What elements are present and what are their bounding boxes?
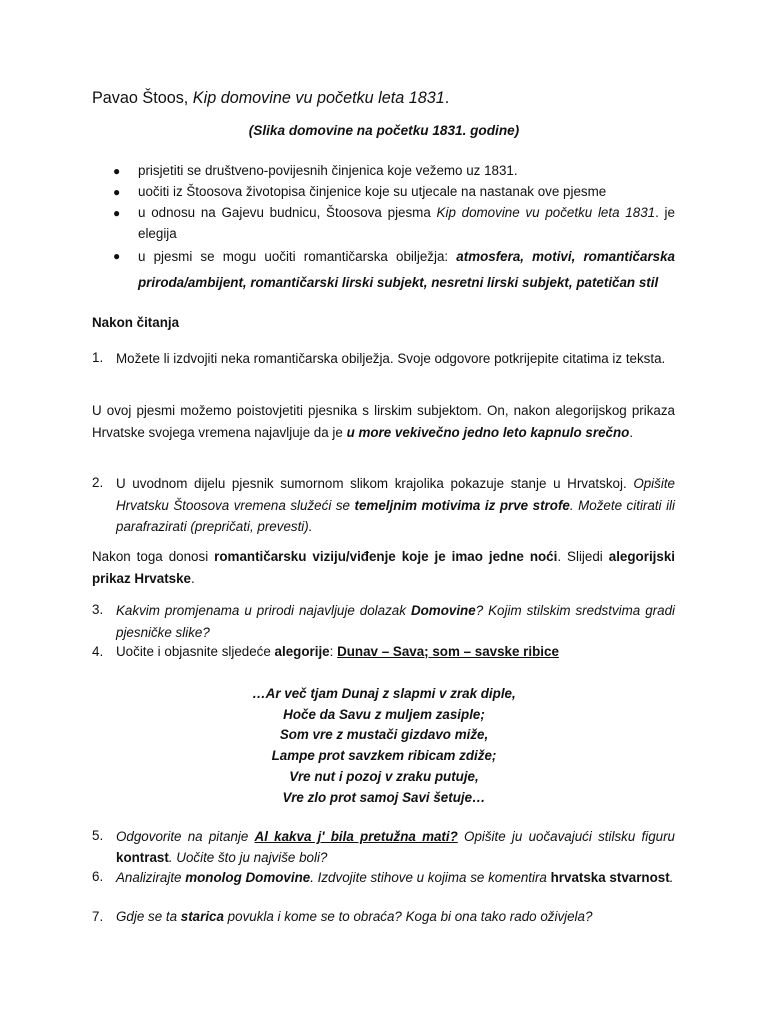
bullet-item-4: u pjesmi se mogu uočiti romantičarska obilježja: atmosfera, motivi, romantičarska priroda/ambijent, romantičarski lirski subjekt, nesretni lirski subjekt, patetičan stil [138, 249, 676, 290]
section-heading: Nakon čitanja [92, 315, 180, 330]
page-title [92, 86, 449, 110]
question-5: Odgovorite na pitanje Al kakva j' bila pretužna mati? Opišite ju uočavajući stilsku figuru kontrast. Uočite što ju najviše boli? [116, 829, 675, 865]
question-1: Možete li izdvojiti neka romantičarska obilježja. Svoje odgovore potkrijepite citatima iz teksta. [116, 351, 666, 366]
question-3: Kakvim promjenama u prirodi najavljuje dolazak Domovine? Kojim stilskim sredstvima gradi pjesničke slike? [116, 603, 675, 640]
page-subtitle: (Slika domovine na početku 1831. godine) [248, 123, 520, 138]
bullet-icon: ● [113, 206, 121, 220]
poem-excerpt [0, 684, 768, 808]
bullet-icon: ● [113, 249, 121, 263]
question-number: 2. [92, 475, 104, 490]
title-work: Kip domovine vu početku leta 1831 [192, 89, 445, 107]
bullet-icon: ● [113, 164, 121, 178]
question-number: 5. [92, 828, 104, 843]
question-6: Analizirajte monolog Domovine. Izdvojite stihove u kojima se komentira hrvatska stvarnost. [116, 870, 674, 885]
poem-line: Vre zlo prot samoj Savi šetuje… [282, 789, 486, 805]
bullet-item-2: uočiti iz Štoosova životopisa činjenice koje su utjecale na nastanak ove pjesme [138, 184, 607, 199]
question-4: Uočite i objasnite sljedeće alegorije: Dunav – Sava; som – savske ribice [116, 644, 559, 659]
question-7: Gdje se ta starica povukla i kome se to obraća? Koga bi ona tako rado oživjela? [116, 909, 593, 924]
poem-line: Hoče da Savu z muljem zasiple; [283, 706, 485, 722]
question-2: U uvodnom dijelu pjesnik sumornom slikom krajolika pokazuje stanje u Hrvatskoj. Opišite Hrvatsku Štoosova vremena služeći se temeljnim motivima iz prve strofe. Možete citirati ili parafrazirati (prepričati, prevesti). [116, 476, 675, 534]
poem-line: Som vre z mustači gizdavo miže, [279, 727, 489, 743]
bullet-item-3: u odnosu na Gajevu budnicu, Štoosova pjesma Kip domovine vu početku leta 1831. je elegija [138, 205, 675, 241]
question-number: 6. [92, 869, 104, 884]
paragraph-1: U ovoj pjesmi možemo poistovjetiti pjesnika s lirskim subjektom. On, nakon alegorijskog prikaza Hrvatske svojega vremena najavljuje da je u more vekivečno jedno leto kapnulo srečno. [92, 403, 675, 440]
question-number: 7. [92, 909, 104, 924]
title-end: . [444, 89, 450, 107]
poem-line: Lampe prot savzkem ribicam zdiže; [271, 748, 497, 764]
question-number: 1. [92, 350, 104, 365]
poem-line: …Ar več tjam Dunaj z slapmi v zrak diple, [252, 686, 516, 701]
bullet-item-1: prisjetiti se društveno-povijesnih činjenica koje vežemo uz 1831. [138, 163, 518, 178]
paragraph-2: Nakon toga donosi romantičarsku viziju/viđenje koje je imao jedne noći. Slijedi alegorijski prikaz Hrvatske. [92, 549, 676, 586]
question-number: 3. [92, 602, 104, 617]
title-author: Pavao Štoos, [92, 89, 193, 107]
question-number: 4. [92, 644, 104, 659]
poem-line: Vre nut i pozoj v zraku putuje, [289, 768, 479, 784]
bullet-icon: ● [113, 185, 121, 199]
